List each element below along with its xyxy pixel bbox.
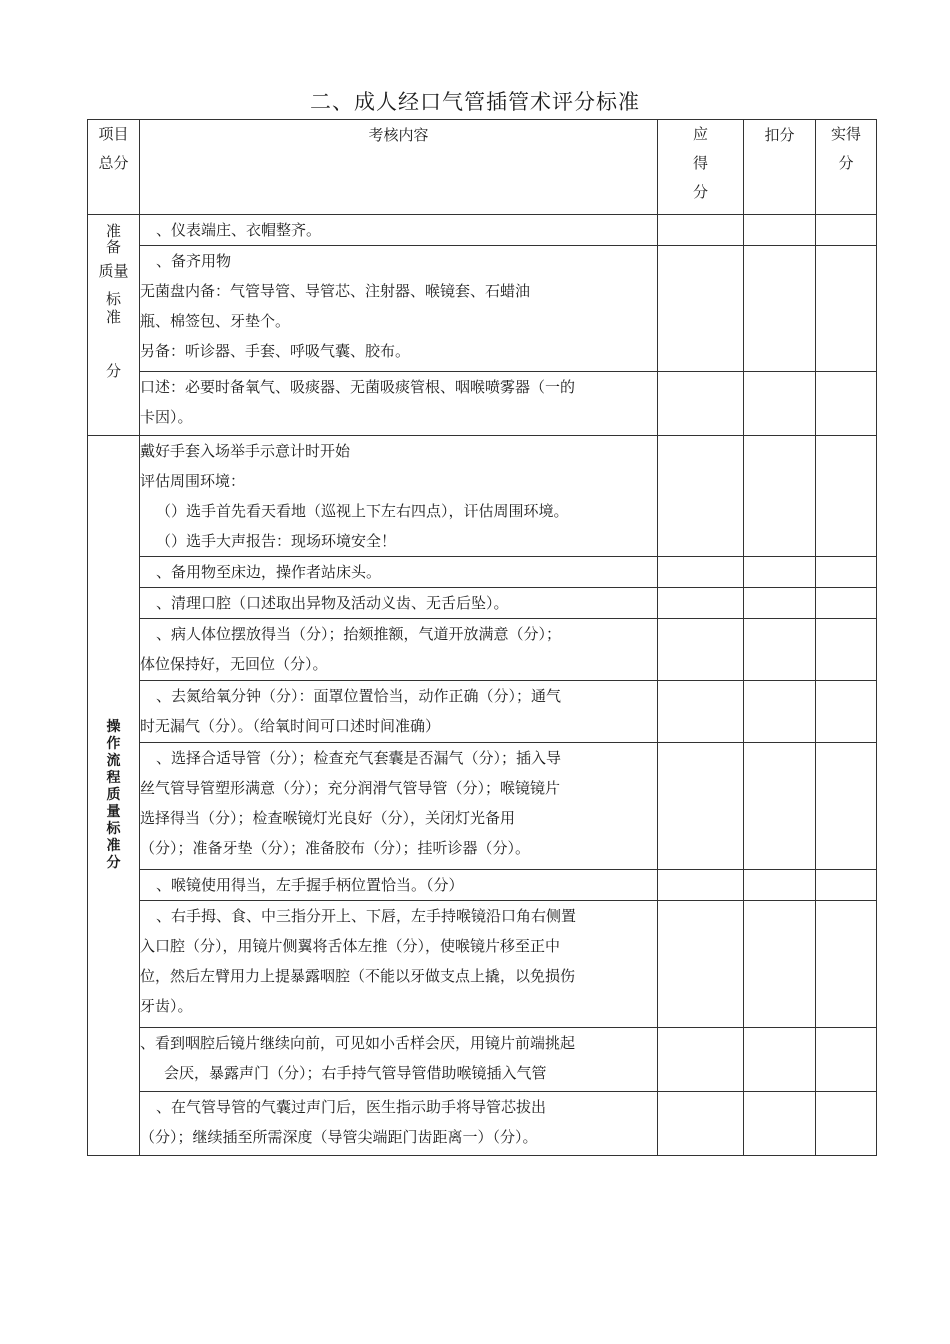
content-cell	[140, 557, 658, 588]
table-row	[88, 436, 877, 557]
actual-score-cell[interactable]	[816, 436, 877, 557]
should-score-cell[interactable]	[658, 372, 744, 436]
deduct-cell[interactable]	[744, 588, 816, 619]
header-actual-1: 实得	[830, 125, 861, 143]
content-cell	[140, 619, 658, 681]
should-score-cell[interactable]	[658, 1028, 744, 1092]
deduct-cell[interactable]	[744, 870, 816, 901]
actual-score-cell[interactable]	[816, 372, 877, 436]
table-row	[88, 681, 877, 743]
deduct-cell[interactable]	[744, 372, 816, 436]
deduct-cell[interactable]	[744, 1028, 816, 1092]
header-actual-score	[816, 120, 877, 215]
should-score-cell[interactable]	[658, 870, 744, 901]
header-total-label: 总分	[98, 154, 129, 172]
content-cell	[140, 1092, 658, 1156]
table-row	[88, 557, 877, 588]
content-line: 、清理口腔（口述取出异物及活动义齿、无舌后坠）。	[156, 594, 509, 612]
content-line: 入口腔（分），用镜片侧翼将舌体左推（分），使喉镜片移至正中	[140, 937, 561, 955]
actual-score-cell[interactable]	[816, 901, 877, 1028]
deduct-cell[interactable]	[744, 557, 816, 588]
should-score-cell[interactable]	[658, 1092, 744, 1156]
should-score-cell[interactable]	[658, 246, 744, 372]
content-line: （）选手首先看天看地（巡视上下左右四点），讦估周围环境。	[156, 502, 569, 520]
actual-score-cell[interactable]	[816, 557, 877, 588]
content-cell	[140, 681, 658, 743]
should-score-cell[interactable]	[658, 681, 744, 743]
content-cell	[140, 588, 658, 619]
deduct-cell[interactable]	[744, 743, 816, 870]
page-title: 二、成人经口气管插管术评分标准	[310, 90, 640, 114]
scoring-table	[87, 119, 877, 1156]
content-line: （分）；继续插至所需深度（导管尖端距门齿距离一）（分）。	[140, 1128, 538, 1146]
header-should-2: 得	[692, 154, 708, 172]
content-cell	[140, 436, 658, 557]
content-line: 另备：听诊器、手套、呼吸气囊、胶布。	[140, 342, 411, 360]
actual-score-cell[interactable]	[816, 215, 877, 246]
content-line: 选择得当（分）；检查喉镜灯光良好（分），关闭灯光备用	[140, 809, 516, 827]
category-prep	[88, 215, 140, 436]
header-actual-2: 分	[838, 154, 854, 172]
actual-score-cell[interactable]	[816, 743, 877, 870]
content-cell	[140, 901, 658, 1028]
category-prep-score: 分	[105, 362, 121, 380]
content-line: 、备齐用物	[156, 252, 232, 270]
should-score-cell[interactable]	[658, 743, 744, 870]
content-line: （分）；准备牙垫（分）；准备胶布（分）；挂听诊器（分）。	[140, 839, 531, 857]
should-score-cell[interactable]	[658, 557, 744, 588]
content-line: 无菌盘内备：气管导管、导管芯、注射器、喉镜套、石蜡油	[140, 282, 531, 300]
header-row	[88, 120, 877, 215]
content-line: 丝气管导管塑形满意（分）；充分润滑气管导管（分）；喉镜镜片	[140, 779, 561, 797]
content-line: 口述：必要时备氧气、吸痰器、无菌吸痰管根、咽喉喷雾器（一的	[140, 378, 576, 396]
table-row	[88, 1028, 877, 1092]
table-row	[88, 246, 877, 372]
deduct-cell[interactable]	[744, 901, 816, 1028]
category-prep-text: 备	[105, 238, 121, 256]
should-score-cell[interactable]	[658, 619, 744, 681]
header-item-label: 项目	[98, 125, 129, 143]
category-prep-text: 准	[105, 222, 121, 240]
table-row	[88, 588, 877, 619]
content-line: 、选择合适导管（分）；检查充气套囊是否漏气（分）；插入导	[156, 749, 562, 767]
content-line: 、右手拇、食、中三指分开上、下唇，左手持喉镜沿口角右侧置	[156, 907, 577, 925]
content-cell	[140, 215, 658, 246]
content-line: 、备用物至床边，操作者站床头。	[156, 563, 382, 581]
content-line: 戴好手套入场举手示意计时开始	[140, 442, 351, 460]
content-cell	[140, 1028, 658, 1092]
category-operation-text: 操作流程质量标准分	[106, 719, 121, 871]
deduct-cell[interactable]	[744, 681, 816, 743]
header-content: 考核内容	[140, 120, 658, 215]
header-should-score	[658, 120, 744, 215]
content-line: 、喉镜使用得当，左手握手柄位置恰当。（分）	[156, 876, 464, 894]
header-should-3: 分	[692, 183, 708, 201]
content-line: 瓶、棉签包、牙垫个。	[140, 312, 291, 330]
deduct-cell[interactable]	[744, 215, 816, 246]
actual-score-cell[interactable]	[816, 870, 877, 901]
content-line: 、去氮给氧分钟（分）：面罩位置恰当，动作正确（分）；通气	[156, 687, 562, 705]
content-line: 时无漏气（分）。（给氧时间可口述时间准确）	[140, 717, 441, 735]
content-line: 体位保持好，无回位（分）。	[140, 655, 328, 673]
table-row	[88, 743, 877, 870]
deduct-cell[interactable]	[744, 1092, 816, 1156]
content-line: （）选手大声报告：现场环境安全！	[156, 532, 397, 550]
actual-score-cell[interactable]	[816, 619, 877, 681]
content-line: 会厌，暴露声门（分）；右手持气管导管借助喉镜插入气管	[164, 1064, 547, 1082]
table-row	[88, 372, 877, 436]
header-should-1: 应	[692, 125, 708, 143]
actual-score-cell[interactable]	[816, 246, 877, 372]
deduct-cell[interactable]	[744, 246, 816, 372]
table-row	[88, 901, 877, 1028]
content-line: 、在气管导管的气囊过声门后，医生指示助手将导管芯拔出	[156, 1098, 547, 1116]
content-line: 位，然后左臂用力上提暴露咽腔（不能以牙做支点上撬，以免损伤	[140, 967, 576, 985]
content-line: 、病人体位摆放得当（分）；抬颏推额，气道开放满意（分）；	[156, 625, 562, 643]
content-cell	[140, 743, 658, 870]
content-cell	[140, 372, 658, 436]
table-row	[88, 215, 877, 246]
category-operation	[88, 436, 140, 1156]
deduct-cell[interactable]	[744, 619, 816, 681]
content-line: 卡因）。	[140, 408, 193, 426]
content-line: 牙齿）。	[140, 997, 193, 1015]
content-line: 、仪表端庄、衣帽整齐。	[156, 221, 322, 239]
should-score-cell[interactable]	[658, 588, 744, 619]
should-score-cell[interactable]	[658, 215, 744, 246]
table-row	[88, 870, 877, 901]
table-row	[88, 619, 877, 681]
table-row	[88, 1092, 877, 1156]
category-prep-text: 质量	[98, 262, 129, 280]
actual-score-cell[interactable]	[816, 681, 877, 743]
content-cell	[140, 246, 658, 372]
actual-score-cell[interactable]	[816, 1092, 877, 1156]
category-prep-text: 标	[105, 290, 121, 308]
content-line: 评估周围环境：	[140, 472, 246, 490]
actual-score-cell[interactable]	[816, 1028, 877, 1092]
should-score-cell[interactable]	[658, 436, 744, 557]
actual-score-cell[interactable]	[816, 588, 877, 619]
header-item-total	[88, 120, 140, 215]
deduct-cell[interactable]	[744, 436, 816, 557]
content-cell	[140, 870, 658, 901]
should-score-cell[interactable]	[658, 901, 744, 1028]
category-prep-text: 准	[105, 308, 121, 326]
header-deduct: 扣分	[744, 120, 816, 215]
content-line: 、看到咽腔后镜片继续向前，可见如小舌样会厌，用镜片前端挑起	[140, 1034, 576, 1052]
